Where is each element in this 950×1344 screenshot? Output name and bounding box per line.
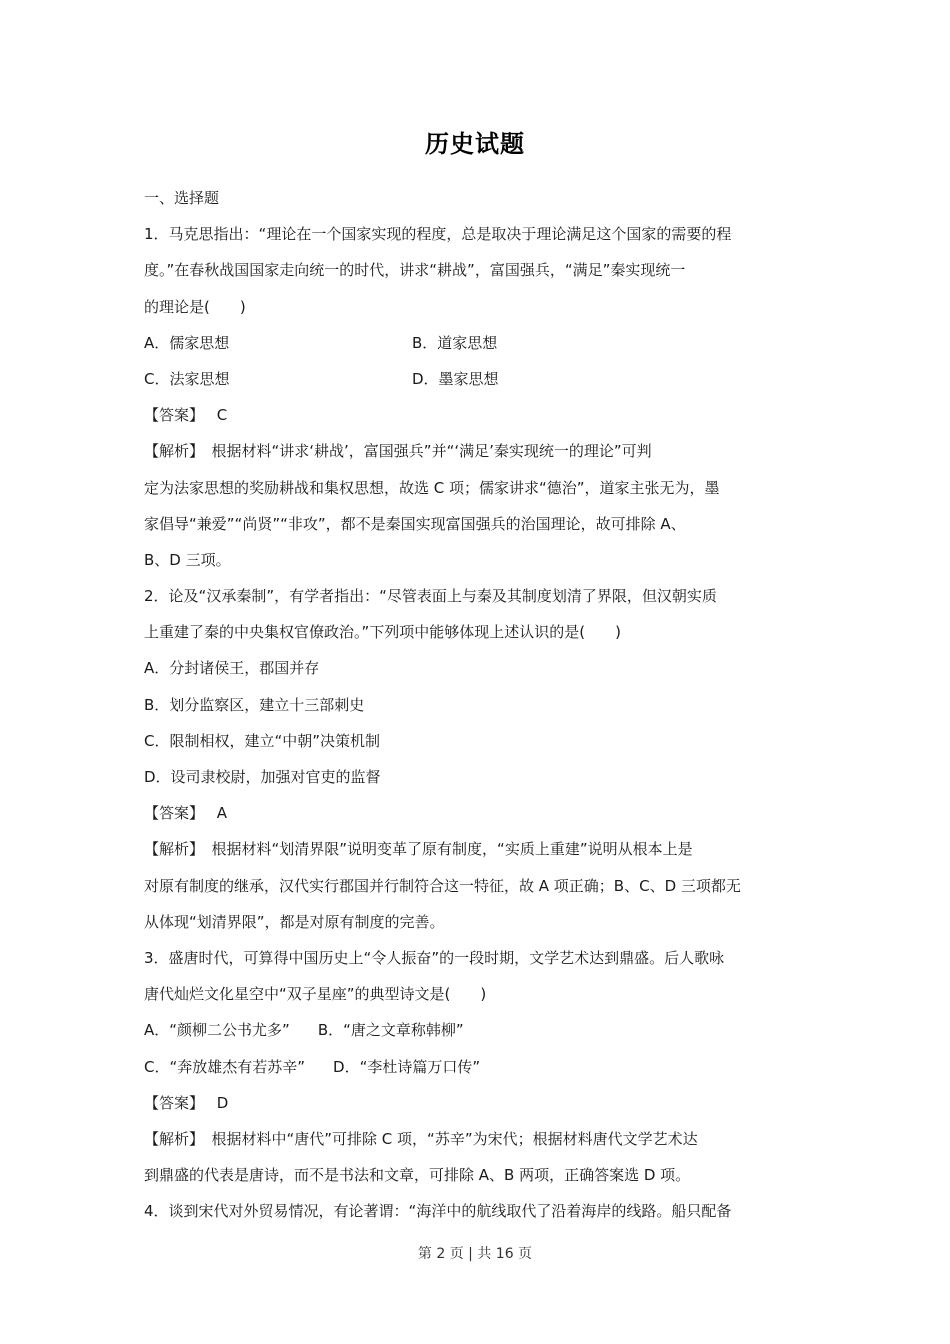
question-1 bbox=[144, 216, 808, 578]
analysis-line: 到鼎盛的代表是唐诗，而不是书法和文章，可排除 A、B 两项，正确答案选 D 项。 bbox=[144, 1166, 691, 1185]
answer-value: D bbox=[216, 1093, 229, 1112]
page-title: 历史试题 bbox=[425, 130, 525, 158]
answer-value: A bbox=[216, 804, 228, 823]
analysis-line: 从体现“划清界限”，都是对原有制度的完善。 bbox=[144, 912, 445, 931]
analysis-line: 【解析】 根据材料中“唐代”可排除 C 项，“苏辛”为宋代；根据材料唐代文学艺术达 bbox=[144, 1129, 698, 1148]
question-stem-line: 唐代灿烂文化星空中“双子星座”的典型诗文是( ) bbox=[144, 985, 487, 1004]
analysis-line: 定为法家思想的奖励耕战和集权思想，故选 C 项；儒家讲求“德治”，道家主张无为，墨 bbox=[144, 478, 720, 497]
option-a: A．分封诸侯王，郡国并存 bbox=[144, 659, 320, 678]
option-c: C．限制相权，建立“中朝”决策机制 bbox=[144, 731, 381, 750]
page-indicator: 第 2 页 | 共 16 页 bbox=[417, 1246, 533, 1262]
answer-label: 【答案】 bbox=[144, 1093, 205, 1112]
question-stem-line: 3．盛唐时代，可算得中国历史上“令人振奋”的一段时期，文学艺术达到鼎盛。后人歌咏 bbox=[144, 948, 725, 967]
question-2 bbox=[144, 578, 808, 940]
option-b: B．划分监察区，建立十三部刺史 bbox=[144, 695, 365, 714]
question-3 bbox=[144, 940, 808, 1193]
option-a: A．儒家思想 bbox=[144, 333, 230, 352]
question-stem-line: 1．马克思指出：“理论在一个国家实现的程度，总是取决于理论满足这个国家的需要的程 bbox=[144, 225, 732, 244]
option-a: A．“颜柳二公书尤多” bbox=[144, 1021, 290, 1040]
question-stem-line: 的理论是( ) bbox=[144, 297, 246, 316]
answer-line bbox=[144, 795, 808, 831]
question-stem-line: 4．谈到宋代对外贸易情况，有论著谓：“海洋中的航线取代了沿着海岸的线路。船只配备 bbox=[144, 1202, 732, 1221]
options-row bbox=[144, 1012, 808, 1048]
answer-label: 【答案】 bbox=[144, 406, 205, 425]
option-c: C．法家思想 bbox=[144, 369, 230, 388]
option-d: D．墨家思想 bbox=[412, 369, 499, 388]
question-4 bbox=[144, 1193, 808, 1229]
option-b: B．“唐之文章称韩柳” bbox=[317, 1021, 464, 1040]
option-d: D．“李杜诗篇万口传” bbox=[333, 1057, 481, 1076]
option-b: B．道家思想 bbox=[412, 333, 498, 352]
answer-value: C bbox=[216, 406, 228, 425]
options-row bbox=[144, 1049, 808, 1085]
answer-label: 【答案】 bbox=[144, 804, 205, 823]
option-c: C．“奔放雄杰有若苏辛” bbox=[144, 1057, 306, 1076]
analysis-line: 【解析】 根据材料“讲求‘耕战’，富国强兵”并“‘满足’秦实现统一的理论”可判 bbox=[144, 442, 652, 461]
question-stem-line: 上重建了秦的中央集权官僚政治。”下列项中能够体现上述认识的是( ) bbox=[144, 623, 621, 642]
analysis-line: 家倡导“兼爱”“尚贤”“非攻”，都不是秦国实现富国强兵的治国理论，故可排除 A、 bbox=[144, 514, 686, 533]
question-stem-line: 度。”在春秋战国国家走向统一的时代，讲求“耕战”，富国强兵，“满足”秦实现统一 bbox=[144, 261, 686, 280]
options-row bbox=[144, 325, 808, 361]
analysis-line: 【解析】 根据材料“划清界限”说明变革了原有制度，“实质上重建”说明从根本上是 bbox=[144, 840, 693, 859]
answer-line bbox=[144, 1085, 808, 1121]
options-row bbox=[144, 361, 808, 397]
question-stem-line: 2．论及“汉承秦制”，有学者指出：“尽管表面上与秦及其制度划清了界限，但汉朝实质 bbox=[144, 587, 717, 606]
section-heading: 一、选择题 bbox=[144, 189, 220, 207]
analysis-line: 对原有制度的继承，汉代实行郡国并行制符合这一特征，故 A 项正确；B、C、D 三项都无 bbox=[144, 876, 741, 895]
document-body bbox=[144, 180, 808, 1229]
answer-line bbox=[144, 397, 808, 433]
option-d: D．设司隶校尉，加强对官吏的监督 bbox=[144, 768, 381, 786]
analysis-line: B、D 三项。 bbox=[144, 550, 231, 569]
